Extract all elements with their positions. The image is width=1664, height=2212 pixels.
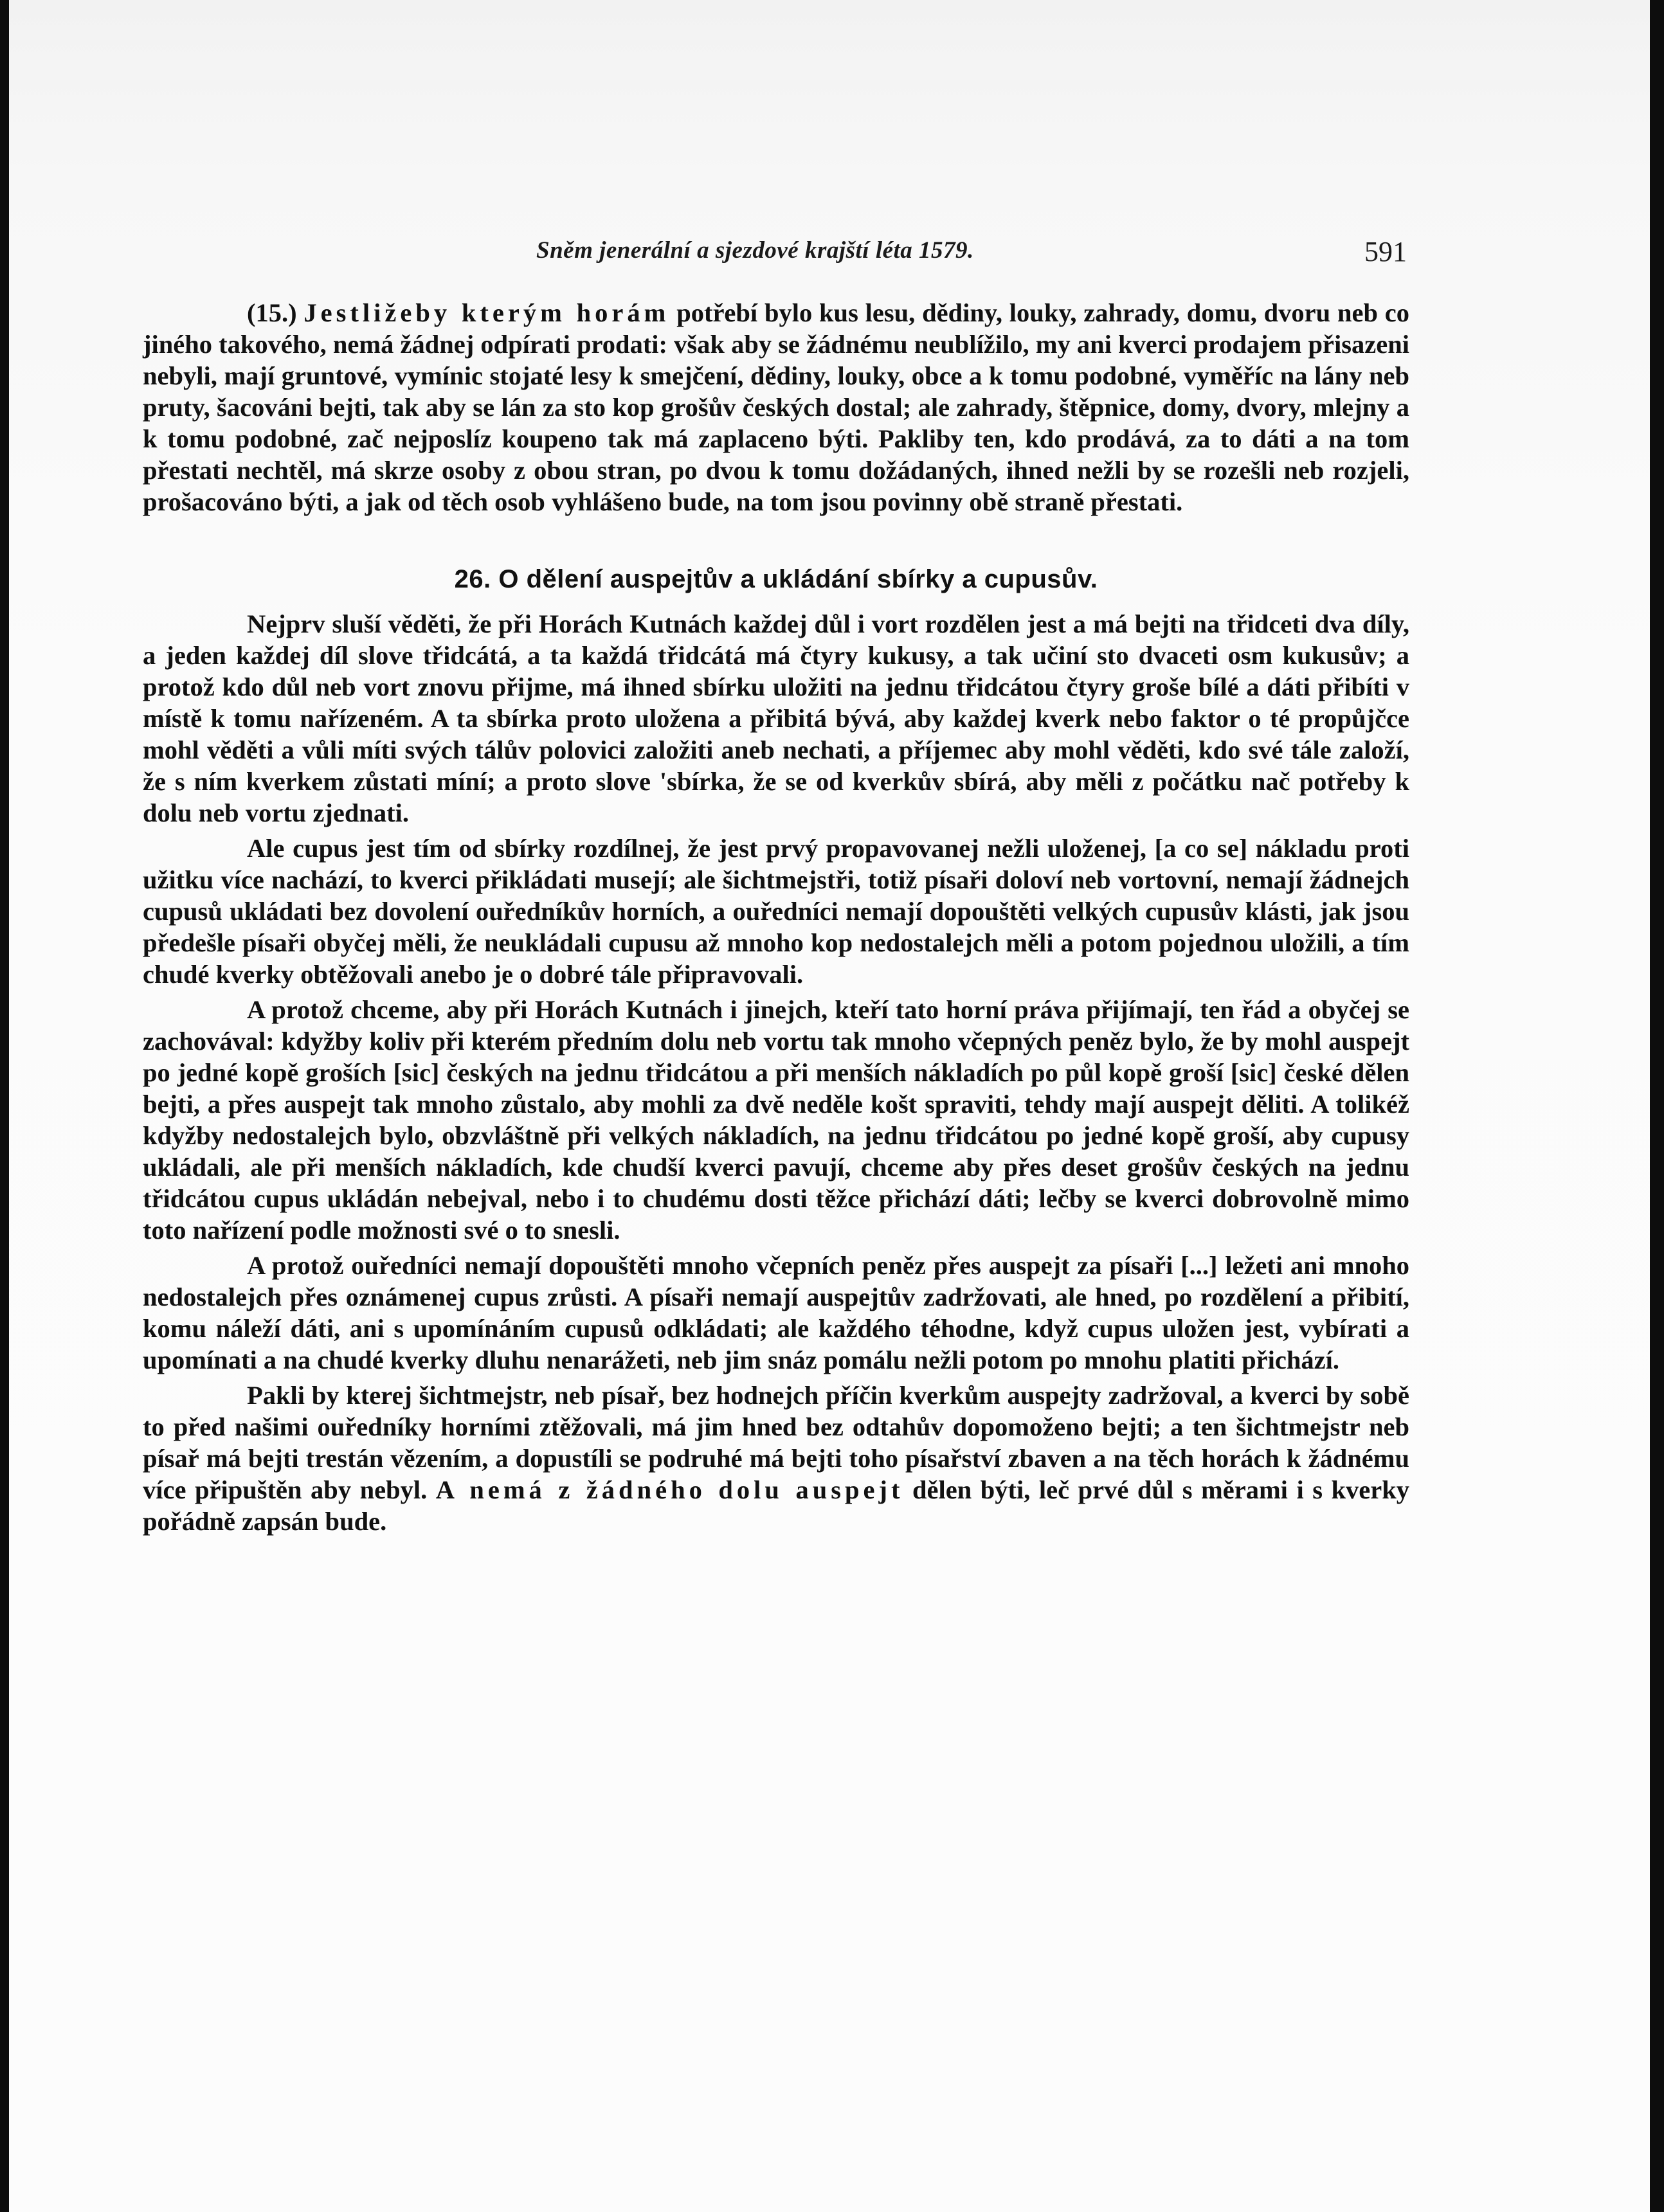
paragraph-26-2: Ale cupus jest tím od sbírky rozdílnej, že jest prvý propavovanej nežli uloženej, [a co se] nákladu proti užitku více nachází, to kverci přikládati musejí; ale šichtmejstři, totiž písaři doloví neb vortovní, nemají žádnejch cupusů ukládati bez dovolení ouředníkův horních, a ouředníci nemají dopouštěti velkých cupusův klásti, jak jsou předešle písaři obyčej měli, že neukládali cupusu až mnoho kop nedostalejch měli a potom pojednou uložili, a tím chudé kverky obtěžovali anebo je o dobré tále připravovali.	[143, 834, 1409, 989]
paragraph-26-5-tail: dělen býti, leč prvé důl s měrami i s kverky pořádně zapsán bude.	[143, 1475, 1410, 1536]
section-heading-26: 26. O dělení auspejtův a ukládání sbírky a cupusův.	[454, 565, 1098, 593]
paragraph-26-5-text: Pakli by kterej šichtmejstr, neb písař, bez hodnejch příčin kverkům auspejty zadržoval, a kverci by sobě to před našimi ouředníky horními ztěžovali, má jim hned bez odtahův dopomoženo bejti; a ten šichtmejstr neb písař má bejti trestán vězením, a dopustíli se podruhé má bejti toho písařství zbaven a na těch horách k žádnému více připuštěn aby nebyl.	[143, 1381, 1409, 1504]
scan-right-border	[1650, 0, 1664, 2212]
paragraph-26-4: A protož ouředníci nemají dopouštěti mnoho včepních peněz přes auspejt za písaři [...] ležeti ani mnoho nedostalejch přes oznámenej cupus zrůsti. A písaři nemají auspejtův zadržovati, ale hned, po rozdělení a přibití, komu náleží dáti, ani s upomínáním cupusů odkládati; ale každého téhodne, když cupus uložen jest, vybírati a upomínati a na chudé kverky dluhu nenarážeti, neb jim snáz pomálu nežli potom po mnohu platiti přichází.	[143, 1251, 1409, 1374]
paragraph-26-3: A protož chceme, aby při Horách Kutnách i jinejch, kteří tato horní práva přijímají, ten řád a obyčej se zachovával: kdyžby koliv při kterém předním dolu neb vortu tak mnoho včepných peněz bylo, že by mohl auspejt po jedné kopě groších [sic] českých na jednu třidcátou a při menších nákladích po půl kopě groší [sic] české dělen bejti, a přes auspejt tak mnoho zůstalo, aby mohli za dvě neděle košt spraviti, tehdy mají auspejt děliti. A tolikéž kdyžby nedostalejch bylo, obzvláštně při velkých nákladích, na jednu třidcátou po jedné kopě groší, aby cupusy ukládali, ale při menších nákladích, kde chudší kverci pavují, chceme aby přes deset grošův českých na jednu třidcátou cupus ukládán nebejval, nebo i to chudému dosti těžce přichází dáti; lečby se kverci dobrovolně mimo toto nařízení podle možnosti své o to snesli.	[143, 995, 1409, 1245]
paragraph-26-1: Nejprv sluší věděti, že při Horách Kutnách každej důl i vort rozdělen jest a má bejti na třidceti dva díly, a jeden každej díl slove třidcátá, a ta každá třidcátá má čtyry kukusy, a tak učiní sto dvaceti osm kukusův; a protož kdo důl neb vort znovu přijme, má ihned sbírku uložiti na jednu třidcátou čtyry groše bílé a dáti přibíti v místě k tomu nařízeném. A ta sbírka proto uložena a přibitá bývá, aby každej kverk nebo faktor o té propůjčce mohl věděti a vůli míti svých tálův polovici založiti aneb nechati, a příjemec aby mohl věděti, kdo své tále založí, že s ním kverkem zůstati míní; a proto slove 'sbírka, že se od kverkův sbírá, aby měli z počátku nač potřeby k dolu neb vortu zjednati.	[143, 609, 1409, 827]
paragraph-15	[143, 297, 1409, 517]
running-title: Sněm jenerální a sjezdové krajští léta 1579.	[536, 237, 974, 264]
paragraph-15-spaced: Jestližeby kterým horám	[303, 298, 670, 327]
paragraph-26-5	[143, 1380, 1409, 1537]
page-body	[143, 297, 1409, 1537]
scan-left-border	[0, 0, 9, 2212]
paragraph-26-5-spaced: A nemá z žádného dolu auspejt	[435, 1475, 904, 1504]
page-number: 591	[1364, 236, 1407, 267]
paragraph-15-lead: (15.)	[247, 298, 297, 327]
paragraph-15-text: potřebí bylo kus lesu, dědiny, louky, zahrady, domu, dvoru neb co jiného takového, nemá žádnej odpírati prodati: však aby se žádnému neublížilo, my ani kverci prodajem přisazeni nebyli, mají gruntové, vymínic stojaté lesy k smejčení, dědiny, louky, obce a k tomu podobné, vyměříc na lány neb pruty, šacováni bejti, tak aby se lán za sto kop grošův českých dostal; ale zahrady, štěpnice, domy, dvory, mlejny a k tomu podobné, zač nejposlíz koupeno tak má zaplaceno býti. Pakliby ten, kdo prodává, za to dáti a na tom přestati nechtěl, má skrze osoby z obou stran, po dvou k tomu dožádaných, ihned nežli by se rozešli neb rozjeli, prošacováno býti, a jak od těch osob vyhlášeno bude, na tom jsou povinny obě straně přestati.	[143, 298, 1410, 516]
scanned-page	[9, 0, 1650, 2212]
